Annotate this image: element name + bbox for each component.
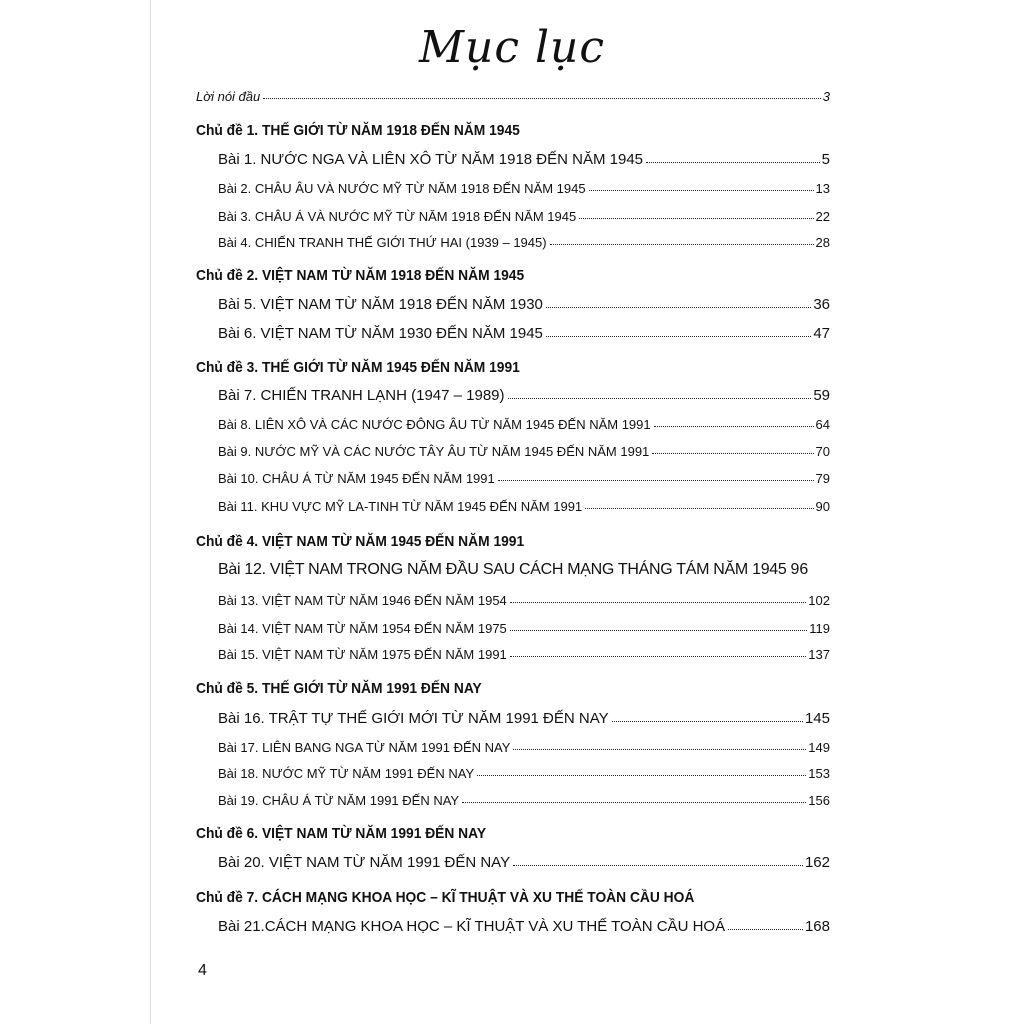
toc-entry-page: 22: [815, 209, 830, 224]
toc-entry-page: 28: [815, 235, 830, 250]
dot-leader: [654, 426, 814, 427]
toc-entry: [218, 757, 830, 781]
toc-entry-label: Bài 14. VIỆT NAM TỪ NĂM 1954 ĐẾN NĂM 1975: [218, 621, 507, 636]
page-number: 4: [198, 962, 207, 979]
toc-entry-label: Bài 2. CHÂU ÂU VÀ NƯỚC MỸ TỪ NĂM 1918 ĐẾN NĂM 1945: [218, 181, 586, 196]
toc-entry: [218, 318, 830, 342]
toc-entry-page: 153: [808, 766, 830, 781]
toc-entry: [218, 380, 830, 404]
toc-entry-page: 119: [809, 621, 830, 636]
toc-entry-page: 70: [815, 444, 830, 459]
toc-entry-label: Bài 6. VIỆT NAM TỪ NĂM 1930 ĐẾN NĂM 1945: [218, 325, 543, 342]
dot-leader: [513, 865, 803, 866]
dot-leader: [728, 929, 803, 930]
toc-entry: [218, 584, 830, 608]
toc-topic-heading: [196, 115, 831, 139]
dot-leader: [612, 721, 803, 722]
toc-entry: [218, 911, 830, 935]
toc-entry-page: 36: [813, 296, 830, 313]
toc-entry-label: Bài 16. TRẬT TỰ THẾ GIỚI MỚI TỪ NĂM 1991 ĐẾN NAY: [218, 710, 609, 727]
toc-topic-heading: [196, 673, 831, 697]
page-binding-edge: [0, 0, 151, 1024]
toc-entry-label: Bài 12. VIỆT NAM TRONG NĂM ĐẦU SAU CÁCH MẠNG THÁNG TÁM NĂM 1945: [218, 561, 787, 578]
dot-leader: [498, 480, 814, 481]
toc-entry-page: 162: [804, 854, 830, 871]
toc-entry: [218, 408, 830, 432]
toc-entry-label: Bài 10. CHÂU Á TỪ NĂM 1945 ĐẾN NĂM 1991: [218, 471, 495, 486]
toc-entry-page: 168: [804, 918, 830, 935]
toc-entry-label: Bài 15. VIỆT NAM TỪ NĂM 1975 ĐẾN NĂM 1991: [218, 647, 507, 662]
toc-entry: [218, 144, 830, 168]
topic-label: Chủ đề 2. VIỆT NAM TỪ NĂM 1918 ĐẾN NĂM 1945: [196, 267, 525, 284]
toc-entry-label: Bài 9. NƯỚC MỸ VÀ CÁC NƯỚC TÂY ÂU TỪ NĂM 1945 ĐẾN NĂM 1991: [218, 444, 650, 459]
toc-entry: [218, 435, 830, 459]
toc-topic-heading: [196, 818, 831, 842]
toc-entry-label: Bài 13. VIỆT NAM TỪ NĂM 1946 ĐẾN NĂM 1954: [218, 593, 507, 608]
toc-topic-heading: [196, 260, 831, 284]
toc-entry-page: 102: [808, 593, 830, 608]
toc-entry-label: Bài 8. LIÊN XÔ VÀ CÁC NƯỚC ĐÔNG ÂU TỪ NĂM 1945 ĐẾN NĂM 1991: [218, 417, 651, 432]
toc-entry-page: 90: [815, 499, 830, 514]
toc-entry-page: 3: [822, 89, 830, 104]
dot-leader: [513, 749, 806, 750]
toc-entry: [218, 289, 830, 313]
toc-entry-label: Bài 11. KHU VỰC MỸ LA-TINH TỪ NĂM 1945 ĐẾN NĂM 1991: [218, 499, 583, 514]
toc-entry-page: 145: [804, 710, 830, 727]
dot-leader: [462, 802, 806, 803]
toc-entry-page: 5: [821, 151, 830, 168]
dot-leader: [550, 244, 814, 245]
topic-label: Chủ đề 1. THẾ GIỚI TỪ NĂM 1918 ĐẾN NĂM 1945: [196, 122, 520, 139]
dot-leader: [589, 190, 814, 191]
toc-entry-page: 137: [808, 647, 830, 662]
toc-entry-page: 79: [815, 471, 830, 486]
toc-entry: [218, 612, 830, 636]
toc-entry-label: Bài 20. VIỆT NAM TỪ NĂM 1991 ĐẾN NAY: [218, 854, 511, 871]
dot-leader: [579, 218, 813, 219]
toc-entry-label: Bài 3. CHÂU Á VÀ NƯỚC MỸ TỪ NĂM 1918 ĐẾN NĂM 1945: [218, 209, 577, 224]
page-title: Mục lục: [418, 22, 606, 73]
toc-entry: [218, 226, 830, 250]
toc-topic-heading: [196, 882, 831, 906]
toc-entry-page: 13: [815, 181, 830, 196]
dot-leader: [508, 398, 812, 399]
toc-entry-page: 64: [815, 417, 830, 432]
toc-entry-page: 149: [808, 740, 830, 755]
toc-entry: [218, 638, 830, 662]
dot-leader: [510, 656, 807, 657]
dot-leader: [652, 453, 813, 454]
dot-leader: [510, 630, 807, 631]
toc-entry-label: Bài 1. NƯỚC NGA VÀ LIÊN XÔ TỪ NĂM 1918 ĐẾN NĂM 1945: [218, 151, 644, 168]
toc-entry-label: Bài 17. LIÊN BANG NGA TỪ NĂM 1991 ĐẾN NAY: [218, 740, 511, 755]
dot-leader: [546, 336, 811, 337]
topic-label: Chủ đề 6. VIỆT NAM TỪ NĂM 1991 ĐẾN NAY: [196, 825, 487, 842]
toc-entry: [218, 172, 830, 196]
topic-label: Chủ đề 3. THẾ GIỚI TỪ NĂM 1945 ĐẾN NĂM 1991: [196, 359, 520, 376]
toc-entry-page: 59: [813, 387, 830, 404]
toc-entry: [218, 703, 830, 727]
toc-entry-label: Bài 18. NƯỚC MỸ TỪ NĂM 1991 ĐẾN NAY: [218, 766, 475, 781]
toc-entry-label: Bài 5. VIỆT NAM TỪ NĂM 1918 ĐẾN NĂM 1930: [218, 296, 543, 313]
toc-entry: [218, 490, 830, 514]
toc-topic-heading: [196, 352, 831, 376]
toc-entry: [218, 731, 830, 755]
toc-entry-label: Bài 7. CHIẾN TRANH LẠNH (1947 – 1989): [218, 387, 505, 404]
topic-label: Chủ đề 7. CÁCH MẠNG KHOA HỌC – KĨ THUẬT VÀ XU THẾ TOÀN CẦU HOÁ: [196, 889, 695, 906]
toc-entry: [218, 200, 830, 224]
toc-entry: [218, 784, 830, 808]
toc-entry: [218, 555, 830, 579]
dot-leader: [477, 775, 806, 776]
toc-entry: [218, 462, 830, 486]
dot-leader: [646, 162, 820, 163]
topic-label: Chủ đề 5. THẾ GIỚI TỪ NĂM 1991 ĐẾN NAY: [196, 680, 482, 697]
toc-entry-page: 156: [808, 793, 830, 808]
toc-entry-label: Lời nói đầu: [196, 89, 261, 104]
topic-label: Chủ đề 4. VIỆT NAM TỪ NĂM 1945 ĐẾN NĂM 1991: [196, 533, 525, 550]
toc-entry-label: Bài 21.CÁCH MẠNG KHOA HỌC – KĨ THUẬT VÀ XU THẾ TOÀN CẦU HOÁ: [218, 918, 726, 935]
toc-entry-page: 96: [790, 561, 809, 578]
toc-entry-label: Bài 4. CHIẾN TRANH THẾ GIỚI THỨ HAI (1939 – 1945): [218, 235, 547, 250]
toc-entry-page: 47: [813, 325, 830, 342]
dot-leader: [546, 307, 811, 308]
toc-entry: [218, 847, 830, 871]
toc-entry-intro: [196, 80, 830, 104]
dot-leader: [263, 98, 821, 99]
dot-leader: [585, 508, 813, 509]
toc-topic-heading: [196, 526, 831, 550]
toc-entry-label: Bài 19. CHÂU Á TỪ NĂM 1991 ĐẾN NAY: [218, 793, 460, 808]
dot-leader: [510, 602, 807, 603]
